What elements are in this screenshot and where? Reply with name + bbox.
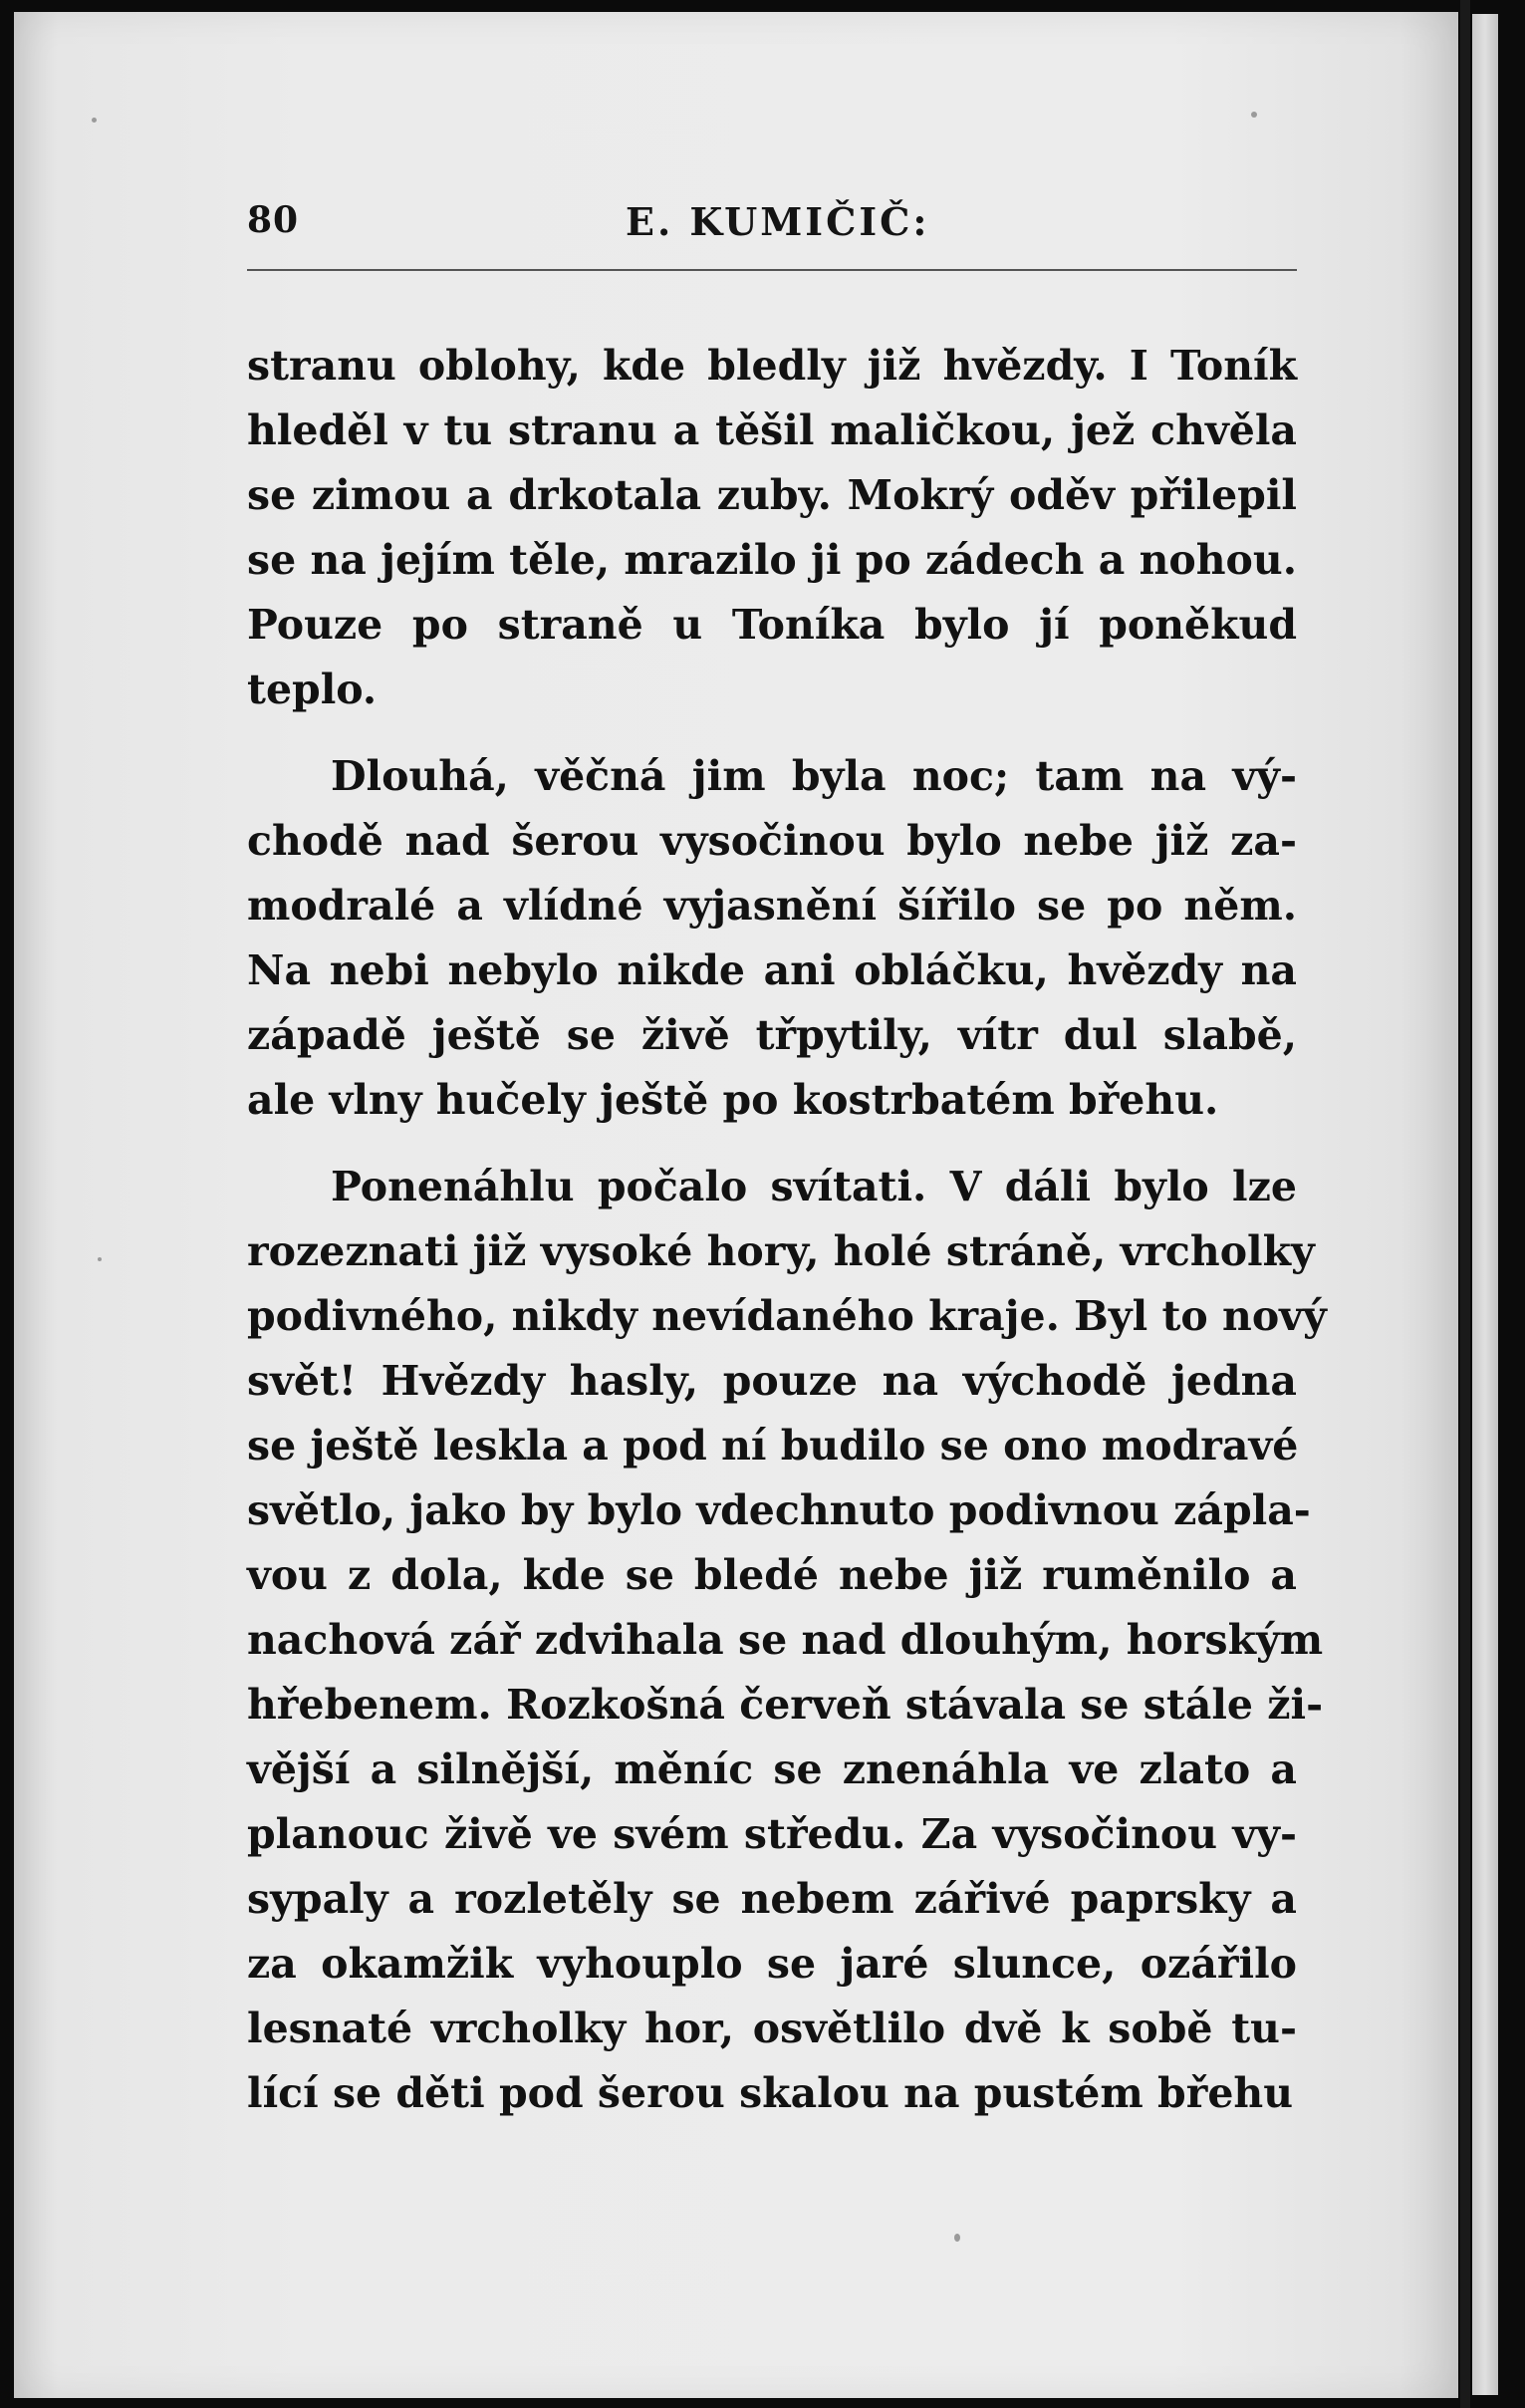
paper-speck (954, 2234, 960, 2242)
text-line: modralé a vlídné vyjasnění šířilo se po něm. (247, 882, 1297, 930)
text-line: nachová zář zdvihala se nad dlouhým, horským (247, 1616, 1324, 1664)
text-line: se zimou a drkotala zuby. Mokrý oděv přilepil (247, 471, 1297, 519)
paragraph (247, 334, 1297, 722)
paragraph (247, 1155, 1327, 2126)
text-line: světlo, jako by bylo vdechnuto podivnou zápla- (247, 1486, 1311, 1534)
text-line: svět! Hvězdy hasly, pouze na východě jedna (247, 1357, 1297, 1405)
paragraph-gap (247, 722, 1297, 744)
text-line: se ještě leskla a pod ní budilo se ono modravé (247, 1422, 1299, 1470)
text-line: lesnaté vrcholky hor, osvětlilo dvě k sobě tu- (247, 2005, 1297, 2052)
page-gutter-shadow (1460, 0, 1470, 2408)
paper-speck (1251, 112, 1257, 118)
text-line: chodě nad šerou vysočinou bylo nebe již za- (247, 817, 1297, 865)
next-page-edge (1472, 14, 1498, 2395)
text-line: rozeznati již vysoké hory, holé stráně, vrcholky (247, 1227, 1315, 1275)
page-header (247, 199, 1297, 255)
paragraph-gap (247, 1133, 1297, 1155)
paper-speck (92, 118, 97, 123)
text-line: vější a silnější, měníc se znenáhla ve zlato a (247, 1745, 1297, 1793)
text-line: Pouze po straně u Toníka bylo jí poněkud (247, 601, 1297, 649)
header-rule (247, 269, 1297, 271)
paper-speck (98, 1257, 102, 1261)
text-line: stranu oblohy, kde bledly již hvězdy. I Toník (247, 342, 1297, 390)
text-line: Na nebi nebylo nikde ani obláčku, hvězdy na (247, 946, 1297, 994)
page-number: 80 (247, 199, 300, 241)
text-line: podivného, nikdy nevídaného kraje. Byl to nový (247, 1292, 1327, 1340)
body-text (247, 334, 1327, 2126)
text-line: Dlouhá, věčná jim byla noc; tam na vý- (331, 752, 1297, 800)
text-line: sypaly a rozletěly se nebem zářivé paprsky a (247, 1875, 1297, 1923)
text-line: vou z dola, kde se bledé nebe již ruměnilo a (247, 1551, 1297, 1599)
text-line: za okamžik vyhouplo se jaré slunce, ozářilo (247, 1940, 1297, 1988)
text-line: ale vlny hučely ještě po kostrbatém břehu. (247, 1076, 1219, 1124)
text-line: hřebenem. Rozkošná červeň stávala se stále ži- (247, 1681, 1324, 1729)
text-line: teplo. (247, 666, 378, 713)
paragraph (247, 744, 1297, 1133)
text-line: západě ještě se živě třpytily, vítr dul slabě, (247, 1011, 1297, 1059)
text-line: se na jejím těle, mrazilo ji po zádech a nohou. (247, 536, 1297, 584)
text-line: planouc živě ve svém středu. Za vysočinou vy- (247, 1810, 1297, 1858)
text-line: lící se děti pod šerou skalou na pustém břehu (247, 2069, 1294, 2117)
text-line: hleděl v tu stranu a těšil maličkou, jež chvěla (247, 406, 1297, 454)
running-head: E. KUMIČIČ: (626, 199, 930, 244)
text-line: Ponenáhlu počalo svítati. V dáli bylo lze (331, 1163, 1297, 1210)
